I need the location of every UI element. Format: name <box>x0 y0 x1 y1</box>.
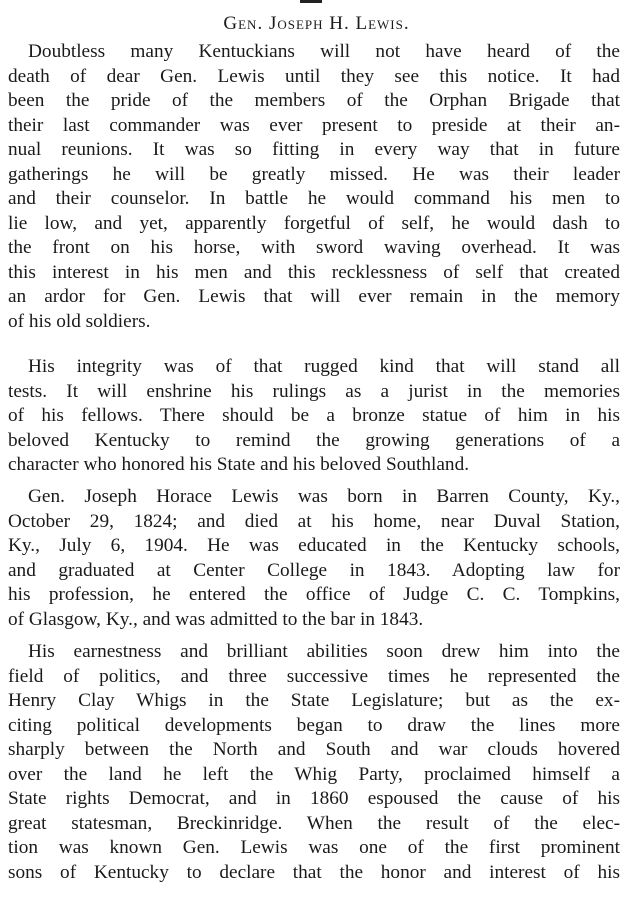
text-line: October 29, 1824; and died at his home, near Duval Station, <box>8 510 620 532</box>
text-line: and graduated at Center College in 1843. Adopting law for <box>8 559 620 581</box>
text-line: sharply between the North and South and war clouds hovered <box>8 739 620 760</box>
text-line: Ky., July 6, 1904. He was educated in the Kentucky schools, <box>8 535 620 556</box>
text-line: Doubtless many Kentuckians will not have heard of the <box>28 41 620 62</box>
text-line: been the pride of the members of the Orphan Brigade that <box>8 90 620 111</box>
paragraph-1 <box>8 40 620 334</box>
text-line: His integrity was of that rugged kind that will stand all <box>28 356 620 377</box>
text-line: State rights Democrat, and in 1860 espoused the cause of his <box>8 788 620 809</box>
text-line: nual reunions. It was so fitting in every way that in future <box>8 139 620 160</box>
text-line: tests. It will enshrine his rulings as a jurist in the memories <box>8 380 620 402</box>
text-line: of Glasgow, Ky., and was admitted to the bar in 1843. <box>8 608 424 630</box>
text-line: field of politics, and three successive times he represented the <box>8 665 620 687</box>
text-line: citing political developments began to draw the lines more <box>8 714 620 736</box>
text-line: sons of Kentucky to declare that the honor and interest of his <box>8 861 620 883</box>
text-line: lie low, and yet, apparently forgetful of self, he would dash to <box>8 212 620 234</box>
text-line: of his fellows. There should be a bronze statue of him in his <box>8 405 620 426</box>
text-line: tion was known Gen. Lewis was one of the first prominent <box>8 837 620 858</box>
article-title: Gen. Joseph H. Lewis. <box>223 13 410 34</box>
text-line: Henry Clay Whigs in the State Legislature; but as the ex- <box>8 690 620 711</box>
text-line: His earnestness and brilliant abilities soon drew him into the <box>28 641 620 662</box>
text-line: great statesman, Breckinridge. When the result of the elec- <box>8 812 620 834</box>
paragraph-4 <box>8 640 620 885</box>
text-line: Gen. Joseph Horace Lewis was born in Barren County, Ky., <box>28 486 620 507</box>
text-line: beloved Kentucky to remind the growing generations of a <box>8 429 620 451</box>
text-line: his profession, he entered the office of Judge C. C. Tompkins, <box>8 584 620 605</box>
text-line: over the land he left the Whig Party, proclaimed himself a <box>8 763 620 785</box>
text-line: their last commander was ever present to preside at their an- <box>8 114 620 136</box>
text-line: gatherings he will be greatly missed. He was their leader <box>8 163 620 185</box>
top-rule <box>300 0 322 3</box>
paragraph-3 <box>8 485 620 632</box>
text-line: the front on his horse, with sword waving overhead. It was <box>8 237 620 258</box>
text-line: of his old soldiers. <box>8 310 151 332</box>
text-line: an ardor for Gen. Lewis that will ever remain in the memory <box>8 286 620 307</box>
text-line: death of dear Gen. Lewis until they see this notice. It had <box>8 65 620 87</box>
paragraph-2 <box>8 355 620 478</box>
text-line: character who honored his State and his beloved Southland. <box>8 454 470 475</box>
text-line: and their counselor. In battle he would command his men to <box>8 188 620 209</box>
text-line: this interest in his men and this recklessness of self that created <box>8 261 620 283</box>
